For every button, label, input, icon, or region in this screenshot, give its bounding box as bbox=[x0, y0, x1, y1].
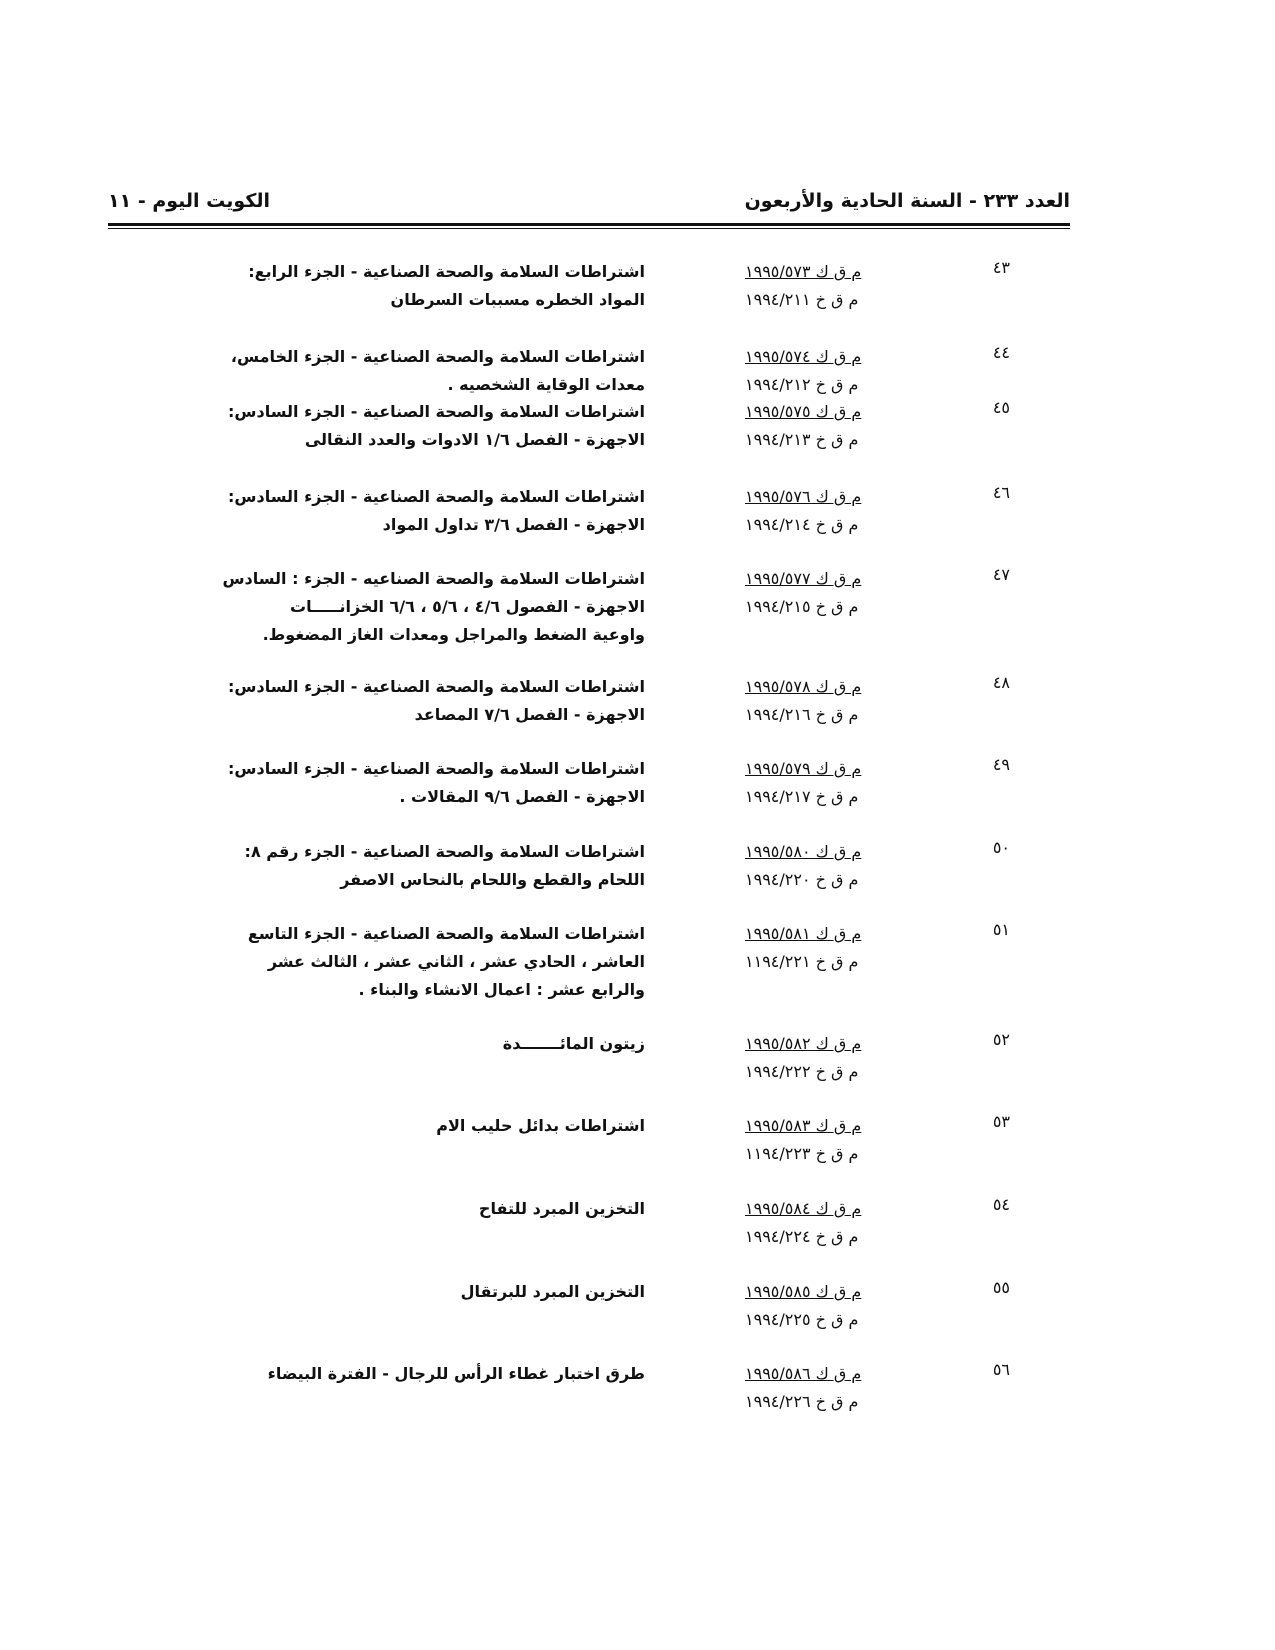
gulf-standard-code: م ق خ ١٩٩٤/٢١٥ bbox=[745, 597, 859, 616]
entry-title-line: معدات الوقاية الشخصيه . bbox=[447, 375, 645, 394]
entry-number: ٥٤ bbox=[992, 1195, 1010, 1214]
kuwait-standard-code: م ق ك ١٩٩٥/٥٨٠ bbox=[745, 842, 862, 861]
entry-title bbox=[145, 920, 645, 1004]
gulf-standard-code: م ق خ ١٩٩٤/٢١٤ bbox=[745, 515, 859, 534]
entry-title bbox=[145, 343, 645, 399]
entry-title-line: اشتراطات السلامة والصحة الصناعية - الجزء رقم ٨: bbox=[244, 842, 645, 861]
entry-title-line: العاشر ، الحادي عشر ، الثاني عشر ، الثالث عشر bbox=[267, 952, 645, 971]
entry-title bbox=[145, 755, 645, 811]
gulf-standard-code: م ق خ ١٩٩٤/٢٢٦ bbox=[745, 1392, 859, 1411]
entry-title bbox=[145, 1195, 645, 1223]
kuwait-standard-code: م ق ك ١٩٩٥/٥٧٩ bbox=[745, 759, 862, 778]
gulf-standard-code: م ق خ ١٩٩٤/٢٢٠ bbox=[745, 870, 859, 889]
entry-number: ٤٨ bbox=[992, 673, 1010, 692]
entry-title-line: التخزين المبرد للتفاح bbox=[478, 1199, 645, 1218]
entry-title-line: الاجهزة - الفصل ٩/٦ المقالات . bbox=[399, 787, 645, 806]
entry-codes bbox=[745, 1195, 905, 1251]
entry-codes bbox=[745, 258, 905, 314]
kuwait-standard-code: م ق ك ١٩٩٥/٥٧٧ bbox=[745, 569, 862, 588]
entry-codes bbox=[745, 398, 905, 454]
entry-number: ٥٣ bbox=[992, 1112, 1010, 1131]
kuwait-standard-code: م ق ك ١٩٩٥/٥٨٤ bbox=[745, 1199, 862, 1218]
entry-title bbox=[145, 398, 645, 454]
gulf-standard-code: م ق خ ١٩٩٤/٢١٢ bbox=[745, 375, 859, 394]
entry-codes bbox=[745, 343, 905, 399]
entry-title bbox=[145, 565, 645, 649]
entry-title-line: طرق اختبار غطاء الرأس للرجال - الفترة البيضاء bbox=[267, 1364, 645, 1383]
entry-title-line: الاجهزة - الفصول ٤/٦ ، ٥/٦ ، ٦/٦ الخزانـــــات bbox=[290, 597, 645, 616]
entry-codes bbox=[745, 1278, 905, 1334]
entry-codes bbox=[745, 483, 905, 539]
entry-title-line: الاجهزة - الفصل ٣/٦ تداول المواد bbox=[382, 515, 645, 534]
kuwait-standard-code: م ق ك ١٩٩٥/٥٧٦ bbox=[745, 487, 862, 506]
entry-title bbox=[145, 1030, 645, 1058]
entry-title-line: اشتراطات السلامة والصحة الصناعية - الجزء السادس: bbox=[228, 487, 645, 506]
entry-title-line: اشتراطات السلامة والصحة الصناعية - الجزء السادس: bbox=[228, 677, 645, 696]
kuwait-standard-code: م ق ك ١٩٩٥/٥٨١ bbox=[745, 924, 862, 943]
kuwait-standard-code: م ق ك ١٩٩٥/٥٨٥ bbox=[745, 1282, 862, 1301]
kuwait-standard-code: م ق ك ١٩٩٥/٥٧٣ bbox=[745, 262, 862, 281]
entry-title bbox=[145, 258, 645, 314]
entry-title-line: الاجهزة - الفصل ٧/٦ المصاعد bbox=[414, 705, 645, 724]
entry-title-line: زيتون المائـــــــدة bbox=[502, 1034, 645, 1053]
kuwait-standard-code: م ق ك ١٩٩٥/٥٨٣ bbox=[745, 1116, 862, 1135]
entry-codes bbox=[745, 1360, 905, 1416]
gulf-standard-code: م ق خ ١٩٩٤/٢١٣ bbox=[745, 430, 859, 449]
entry-codes bbox=[745, 565, 905, 621]
page-header: الكويت اليوم - ١١ bbox=[108, 190, 271, 212]
entry-number: ٥٢ bbox=[992, 1030, 1010, 1049]
gulf-standard-code: م ق خ ١١٩٤/٢٢٣ bbox=[745, 1144, 859, 1163]
entry-title bbox=[145, 483, 645, 539]
entry-codes bbox=[745, 673, 905, 729]
entry-number: ٥٥ bbox=[992, 1278, 1010, 1297]
entry-title-line: المواد الخطره مسببات السرطان bbox=[390, 290, 645, 309]
entry-title bbox=[145, 1360, 645, 1388]
entry-number: ٤٥ bbox=[992, 398, 1010, 417]
entry-title-line: اشتراطات بدائل حليب الام bbox=[436, 1116, 645, 1135]
entry-title-line: اشتراطات السلامة والصحة الصناعيه - الجزء : السادس bbox=[222, 569, 645, 588]
kuwait-standard-code: م ق ك ١٩٩٥/٥٧٤ bbox=[745, 347, 862, 366]
entry-title-line: اشتراطات السلامة والصحة الصناعية - الجزء التاسع bbox=[247, 924, 645, 943]
gulf-standard-code: م ق خ ١٩٩٤/٢١٧ bbox=[745, 787, 859, 806]
entry-codes bbox=[745, 920, 905, 976]
entry-title-line: اشتراطات السلامة والصحة الصناعية - الجزء الرابع: bbox=[248, 262, 645, 281]
gulf-standard-code: م ق خ ١٩٩٤/٢١٦ bbox=[745, 705, 859, 724]
entry-title-line: والرابع عشر : اعمال الانشاء والبناء . bbox=[358, 980, 645, 999]
entry-title bbox=[145, 1112, 645, 1140]
entry-codes bbox=[745, 755, 905, 811]
gulf-standard-code: م ق خ ١٩٩٤/٢١١ bbox=[745, 290, 859, 309]
entry-codes bbox=[745, 838, 905, 894]
kuwait-standard-code: م ق ك ١٩٩٥/٥٨٢ bbox=[745, 1034, 862, 1053]
entry-title-line: اللحام والقطع واللحام بالنحاس الاصفر bbox=[340, 870, 645, 889]
gulf-standard-code: م ق خ ١٩٩٤/٢٢٢ bbox=[745, 1062, 859, 1081]
entry-number: ٥٠ bbox=[992, 838, 1010, 857]
entry-title-line: واوعية الضغط والمراجل ومعدات الغاز المضغوط. bbox=[262, 625, 645, 644]
kuwait-standard-code: م ق ك ١٩٩٥/٥٧٨ bbox=[745, 677, 862, 696]
gulf-standard-code: م ق خ ١٩٩٤/٢٢٤ bbox=[745, 1227, 859, 1246]
entry-title-line: التخزين المبرد للبرتقال bbox=[460, 1282, 645, 1301]
header-rule-thin bbox=[108, 228, 1070, 229]
entry-title-line: اشتراطات السلامة والصحة الصناعية - الجزء السادس: bbox=[228, 759, 645, 778]
entry-codes bbox=[745, 1030, 905, 1086]
kuwait-standard-code: م ق ك ١٩٩٥/٥٨٦ bbox=[745, 1364, 862, 1383]
gulf-standard-code: م ق خ ١١٩٤/٢٢١ bbox=[745, 952, 859, 971]
entry-number: ٤٧ bbox=[992, 565, 1010, 584]
entry-number: ٤٩ bbox=[992, 755, 1010, 774]
gulf-standard-code: م ق خ ١٩٩٤/٢٢٥ bbox=[745, 1310, 859, 1329]
entry-title bbox=[145, 673, 645, 729]
entry-number: ٥١ bbox=[992, 920, 1010, 939]
entry-number: ٤٦ bbox=[992, 483, 1010, 502]
entry-number: ٤٤ bbox=[992, 343, 1010, 362]
entry-title-line: اشتراطات السلامة والصحة الصناعية - الجزء السادس: bbox=[228, 402, 645, 421]
entry-title bbox=[145, 1278, 645, 1306]
issue-header: العدد ٢٣٣ - السنة الحادية والأربعون bbox=[744, 190, 1070, 212]
kuwait-standard-code: م ق ك ١٩٩٥/٥٧٥ bbox=[745, 402, 862, 421]
entry-number: ٥٦ bbox=[992, 1360, 1010, 1379]
entry-title-line: الاجهزة - الفصل ١/٦ الادوات والعدد النقالى bbox=[304, 430, 645, 449]
entry-title-line: اشتراطات السلامة والصحة الصناعية - الجزء الخامس، bbox=[230, 347, 645, 366]
entry-title bbox=[145, 838, 645, 894]
entry-codes bbox=[745, 1112, 905, 1168]
header-rule bbox=[108, 223, 1070, 226]
entry-number: ٤٣ bbox=[992, 258, 1010, 277]
